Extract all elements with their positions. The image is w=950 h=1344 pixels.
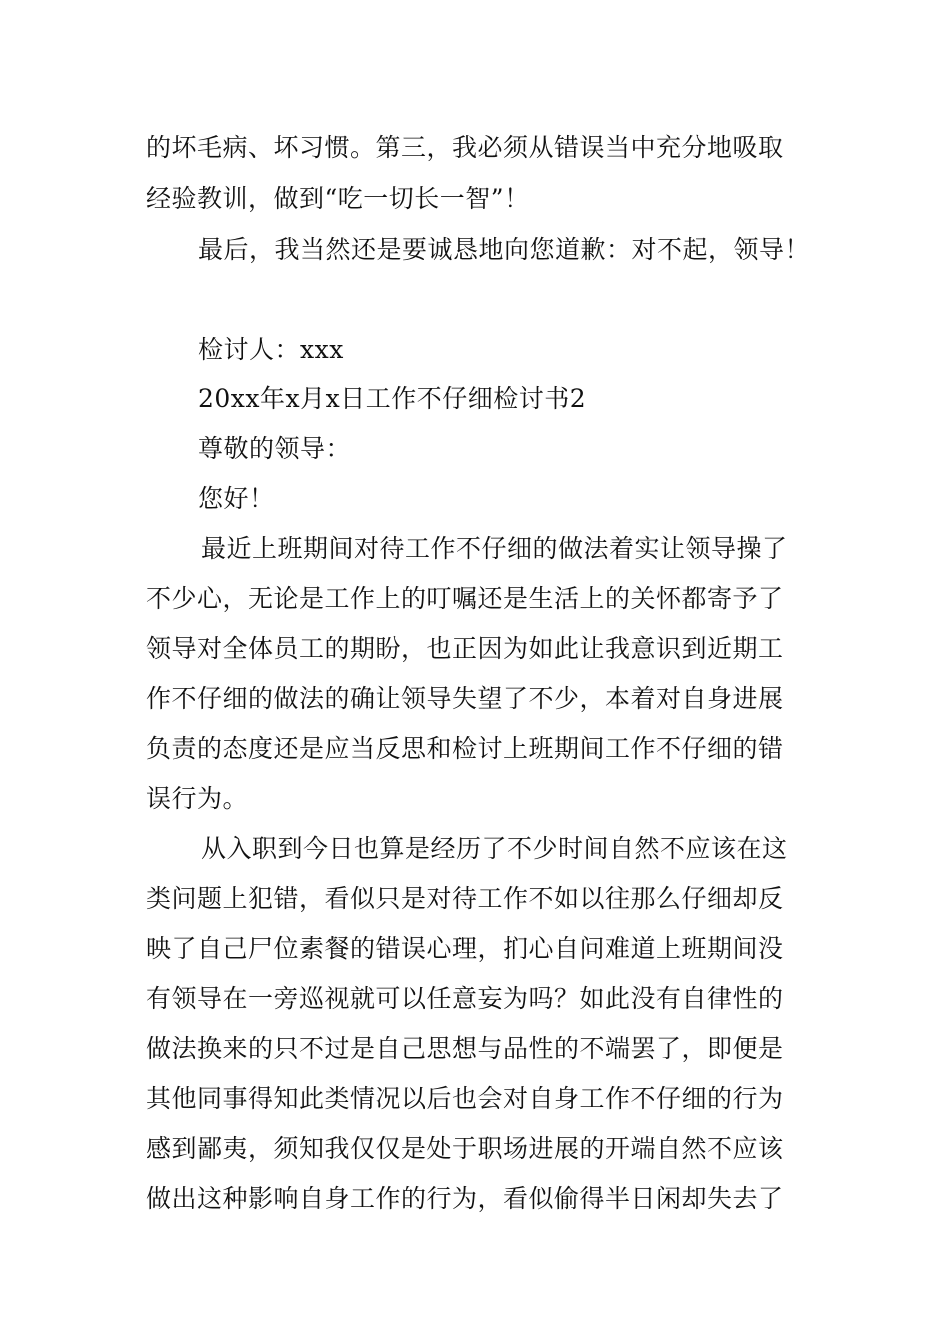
paragraph-line: 类问题上犯错，看似只是对待工作不如以往那么仔细却反: [146, 884, 784, 913]
paragraph-line: 领导对全体员工的期盼，也正因为如此让我意识到近期工: [146, 634, 784, 663]
paragraph-line: 映了自己尸位素餐的错误心理，扪心自问难道上班期间没: [146, 934, 784, 963]
body-line: 的坏毛病、坏习惯。第三，我必须从错误当中充分地吸取: [146, 133, 784, 162]
paragraph-line: 其他同事得知此类情况以后也会对自身工作不仔细的行为: [146, 1084, 784, 1113]
paragraph-line: 不少心，无论是工作上的叮嘱还是生活上的关怀都寄予了: [146, 584, 784, 613]
paragraph-line: 最近上班期间对待工作不仔细的做法着实让领导操了: [201, 534, 788, 563]
paragraph-line: 有领导在一旁巡视就可以任意妄为吗？如此没有自律性的: [146, 984, 784, 1013]
salutation: 尊敬的领导：: [198, 434, 352, 463]
greeting: 您好！: [198, 484, 275, 513]
paragraph-line: 误行为。: [146, 784, 249, 813]
paragraph-line: 做出这种影响自身工作的行为，看似偷得半日闲却失去了: [146, 1184, 784, 1213]
closing-apology: 最后，我当然还是要诚恳地向您道歉：对不起，领导！: [198, 235, 811, 264]
body-line: 经验教训，做到“吃一切长一智”！: [146, 184, 530, 213]
paragraph-line: 作不仔细的做法的确让领导失望了不少，本着对自身进展: [146, 684, 784, 713]
signature-line: 检讨人：xxx: [198, 335, 344, 364]
section-title: 20xx年x月x日工作不仔细检讨书2: [198, 384, 587, 413]
paragraph-line: 感到鄙夷，须知我仅仅是处于职场进展的开端自然不应该: [146, 1134, 784, 1163]
paragraph-line: 负责的态度还是应当反思和检讨上班期间工作不仔细的错: [146, 734, 784, 763]
paragraph-line: 从入职到今日也算是经历了不少时间自然不应该在这: [201, 834, 788, 863]
paragraph-line: 做法换来的只不过是自己思想与品性的不端罢了，即便是: [146, 1034, 784, 1063]
